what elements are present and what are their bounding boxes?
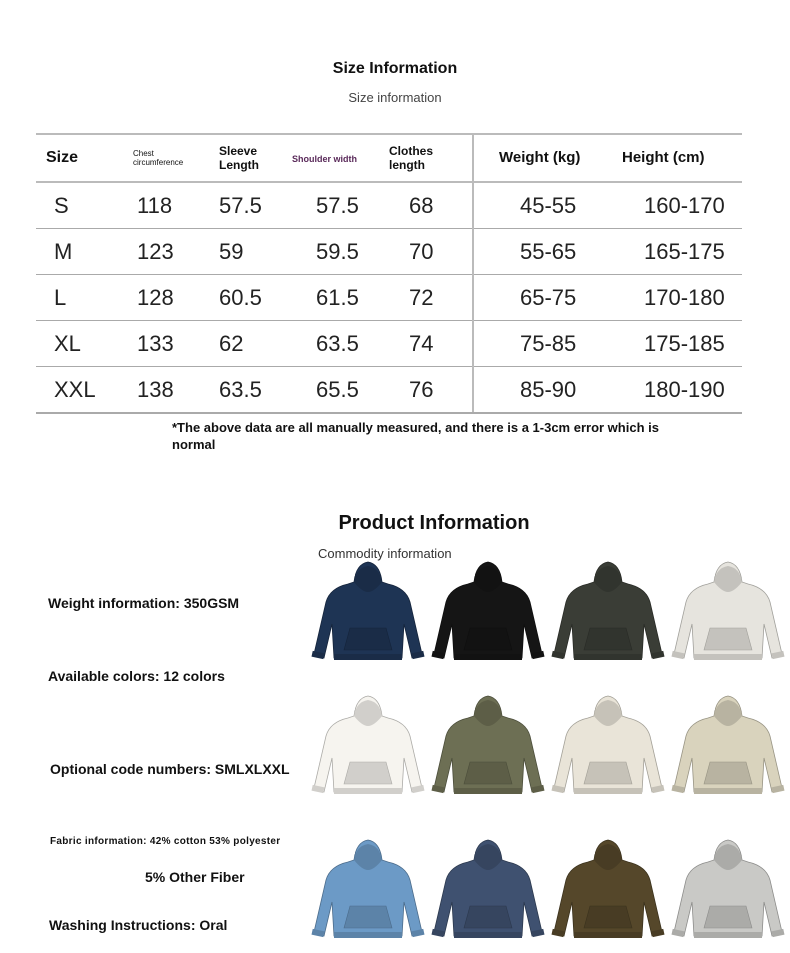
header-height bbox=[598, 134, 742, 182]
header-weight bbox=[473, 134, 598, 182]
size-info-title: Size Information bbox=[332, 60, 458, 77]
header-chest-label: Chest circumference bbox=[133, 149, 184, 167]
hoodie-icon bbox=[668, 692, 788, 804]
colors-info: Available colors: 12 colors bbox=[48, 668, 225, 684]
hoodie-icon bbox=[548, 692, 668, 804]
cell-shoulder: 57.5 bbox=[292, 182, 389, 229]
cell-size: L bbox=[36, 275, 133, 321]
hoodie-icon bbox=[668, 836, 788, 948]
cell-clothes: 68 bbox=[389, 182, 473, 229]
cell-clothes: 74 bbox=[389, 321, 473, 367]
product-info-subtitle: Commodity information bbox=[318, 546, 452, 561]
hoodie-icon bbox=[308, 836, 428, 948]
code-info: Optional code numbers: SMLXLXXL bbox=[50, 761, 290, 777]
size-row bbox=[36, 275, 742, 321]
cell-sleeve: 62 bbox=[219, 321, 292, 367]
hoodie-icon bbox=[308, 558, 428, 670]
hoodie-icon bbox=[548, 836, 668, 948]
header-size: Size bbox=[36, 134, 133, 182]
washing-info: Washing Instructions: Oral bbox=[49, 917, 228, 933]
cell-sleeve: 60.5 bbox=[219, 275, 292, 321]
header-chest bbox=[133, 134, 219, 182]
cell-clothes: 70 bbox=[389, 229, 473, 275]
cell-chest: 138 bbox=[133, 367, 219, 414]
size-row bbox=[36, 367, 742, 414]
cell-sleeve: 59 bbox=[219, 229, 292, 275]
cell-weight: 85-90 bbox=[473, 367, 598, 414]
header-clothes bbox=[389, 134, 473, 182]
cell-height: 175-185 bbox=[598, 321, 742, 367]
product-info-title: Product Information bbox=[338, 512, 530, 534]
measurement-note: *The above data are all manually measured, and there is a 1-3cm error which is normal bbox=[172, 420, 659, 452]
cell-shoulder: 63.5 bbox=[292, 321, 389, 367]
cell-height: 170-180 bbox=[598, 275, 742, 321]
hoodie-icon bbox=[428, 558, 548, 670]
cell-shoulder: 65.5 bbox=[292, 367, 389, 414]
header-height-label: Height (cm) bbox=[622, 149, 705, 166]
cell-chest: 123 bbox=[133, 229, 219, 275]
fabric-info: Fabric information: 42% cotton 53% polyester bbox=[50, 836, 281, 847]
header-clothes-label: Clothes length bbox=[389, 144, 434, 172]
header-shoulder-label: Shoulder width bbox=[292, 154, 357, 164]
header-weight-label: Weight (kg) bbox=[499, 149, 581, 166]
size-row bbox=[36, 321, 742, 367]
fiber-info: 5% Other Fiber bbox=[145, 869, 245, 885]
cell-weight: 45-55 bbox=[473, 182, 598, 229]
cell-chest: 128 bbox=[133, 275, 219, 321]
weight-info: Weight information: 350GSM bbox=[48, 595, 240, 611]
header-sleeve-label: Sleeve Length bbox=[219, 144, 259, 172]
header-sleeve bbox=[219, 134, 292, 182]
cell-clothes: 76 bbox=[389, 367, 473, 414]
cell-clothes: 72 bbox=[389, 275, 473, 321]
hoodie-icon bbox=[668, 558, 788, 670]
cell-height: 160-170 bbox=[598, 182, 742, 229]
size-row bbox=[36, 182, 742, 229]
cell-size: XXL bbox=[36, 367, 133, 414]
hoodie-icon bbox=[548, 558, 668, 670]
size-table bbox=[36, 133, 742, 414]
cell-weight: 75-85 bbox=[473, 321, 598, 367]
cell-shoulder: 59.5 bbox=[292, 229, 389, 275]
cell-chest: 118 bbox=[133, 182, 219, 229]
size-row bbox=[36, 229, 742, 275]
cell-size: M bbox=[36, 229, 133, 275]
hoodie-icon bbox=[308, 692, 428, 804]
size-table-header bbox=[36, 134, 742, 182]
cell-chest: 133 bbox=[133, 321, 219, 367]
cell-height: 180-190 bbox=[598, 367, 742, 414]
cell-sleeve: 57.5 bbox=[219, 182, 292, 229]
hoodie-icon bbox=[428, 692, 548, 804]
size-info-subtitle: Size information bbox=[348, 90, 442, 105]
hoodie-icon bbox=[428, 836, 548, 948]
cell-weight: 65-75 bbox=[473, 275, 598, 321]
cell-size: S bbox=[36, 182, 133, 229]
cell-weight: 55-65 bbox=[473, 229, 598, 275]
cell-size: XL bbox=[36, 321, 133, 367]
header-shoulder bbox=[292, 134, 389, 182]
cell-sleeve: 63.5 bbox=[219, 367, 292, 414]
cell-height: 165-175 bbox=[598, 229, 742, 275]
cell-shoulder: 61.5 bbox=[292, 275, 389, 321]
